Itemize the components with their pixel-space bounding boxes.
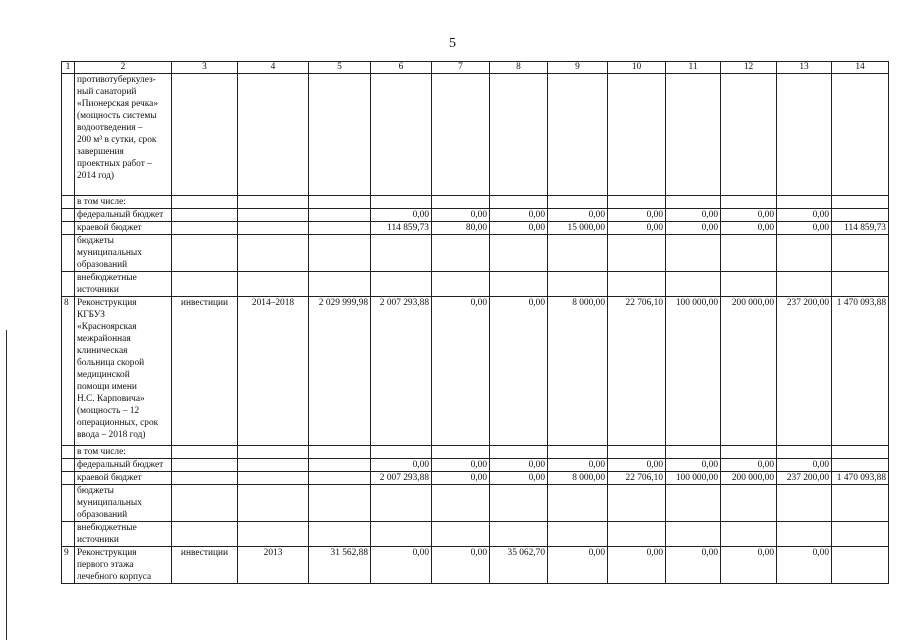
table-cell bbox=[608, 446, 666, 459]
table-cell bbox=[666, 272, 721, 297]
table-cell bbox=[548, 272, 608, 297]
table-cell bbox=[666, 446, 721, 459]
table-cell bbox=[832, 209, 889, 222]
table-cell bbox=[832, 446, 889, 459]
table-cell: 0,00 bbox=[721, 209, 777, 222]
table-cell bbox=[432, 485, 490, 522]
table-cell: 0,00 bbox=[432, 459, 490, 472]
table-cell bbox=[490, 272, 548, 297]
table-cell: 0,00 bbox=[432, 547, 490, 584]
table-cell bbox=[777, 74, 832, 196]
column-header: 2 bbox=[75, 62, 172, 74]
table-cell bbox=[309, 196, 371, 209]
table-cell: 0,00 bbox=[777, 459, 832, 472]
table-cell bbox=[777, 446, 832, 459]
table-cell: 0,00 bbox=[721, 222, 777, 235]
table-cell bbox=[608, 196, 666, 209]
table-cell bbox=[62, 209, 75, 222]
table-cell: 22 706,10 bbox=[608, 297, 666, 446]
table-cell: 1 470 093,88 bbox=[832, 472, 889, 485]
table-cell bbox=[432, 74, 490, 196]
table-cell bbox=[548, 485, 608, 522]
table-cell bbox=[62, 74, 75, 196]
table-cell bbox=[777, 272, 832, 297]
table-cell: 0,00 bbox=[548, 209, 608, 222]
table-cell bbox=[432, 272, 490, 297]
table-cell bbox=[371, 74, 432, 196]
table-cell bbox=[238, 196, 309, 209]
table-cell bbox=[238, 522, 309, 547]
table-cell: Реконструкция первого этажа лечебного корпуса bbox=[75, 547, 172, 584]
table-cell bbox=[309, 74, 371, 196]
margin-line bbox=[6, 330, 7, 640]
table-cell bbox=[238, 472, 309, 485]
table-cell bbox=[721, 272, 777, 297]
table-cell bbox=[608, 272, 666, 297]
table-cell bbox=[238, 209, 309, 222]
column-header: 10 bbox=[608, 62, 666, 74]
column-header: 5 bbox=[309, 62, 371, 74]
table-cell bbox=[777, 485, 832, 522]
table-cell bbox=[721, 446, 777, 459]
table-row bbox=[62, 297, 889, 446]
table-cell: 2 029 999,98 bbox=[309, 297, 371, 446]
table-cell: 0,00 bbox=[371, 209, 432, 222]
table-cell bbox=[309, 459, 371, 472]
table-cell: федеральный бюджет bbox=[75, 459, 172, 472]
table-cell bbox=[172, 522, 238, 547]
table-cell bbox=[62, 472, 75, 485]
table-cell: 100 000,00 bbox=[666, 297, 721, 446]
column-header: 6 bbox=[371, 62, 432, 74]
table-row bbox=[62, 222, 889, 235]
table-cell: 237 200,00 bbox=[777, 297, 832, 446]
table-cell bbox=[608, 235, 666, 272]
table-cell: 0,00 bbox=[608, 209, 666, 222]
table-cell bbox=[172, 196, 238, 209]
table-cell: бюджеты муниципальных образований bbox=[75, 485, 172, 522]
table-cell: бюджеты муниципальных образований bbox=[75, 235, 172, 272]
table-cell bbox=[238, 446, 309, 459]
table-cell bbox=[172, 74, 238, 196]
table-cell bbox=[172, 222, 238, 235]
table-cell bbox=[666, 522, 721, 547]
table-cell bbox=[666, 196, 721, 209]
table-cell: 0,00 bbox=[490, 459, 548, 472]
table-cell bbox=[666, 485, 721, 522]
table-cell bbox=[832, 235, 889, 272]
table-cell bbox=[832, 547, 889, 584]
table-cell: 0,00 bbox=[721, 459, 777, 472]
table-cell: 114 859,73 bbox=[832, 222, 889, 235]
table-cell bbox=[62, 459, 75, 472]
table-cell bbox=[832, 74, 889, 196]
table-cell: 8 000,00 bbox=[548, 297, 608, 446]
table-cell bbox=[238, 459, 309, 472]
table-cell: в том числе: bbox=[75, 196, 172, 209]
table-cell: 8 bbox=[62, 297, 75, 446]
table-cell: 31 562,88 bbox=[309, 547, 371, 584]
table-cell bbox=[309, 209, 371, 222]
table-cell: внебюджетные источники bbox=[75, 522, 172, 547]
table-cell: 0,00 bbox=[666, 459, 721, 472]
table-cell: 9 bbox=[62, 547, 75, 584]
table-cell bbox=[777, 522, 832, 547]
table-cell: 0,00 bbox=[721, 547, 777, 584]
table-row bbox=[62, 485, 889, 522]
table-cell bbox=[62, 272, 75, 297]
table-cell: 0,00 bbox=[490, 472, 548, 485]
table-cell: 0,00 bbox=[608, 547, 666, 584]
table-cell: внебюджетные источники bbox=[75, 272, 172, 297]
table-cell bbox=[721, 522, 777, 547]
table-cell bbox=[371, 446, 432, 459]
table-cell bbox=[608, 74, 666, 196]
table-cell: 15 000,00 bbox=[548, 222, 608, 235]
table-cell: 200 000,00 bbox=[721, 297, 777, 446]
column-header: 14 bbox=[832, 62, 889, 74]
table-cell: 100 000,00 bbox=[666, 472, 721, 485]
table-cell bbox=[371, 235, 432, 272]
table-cell: 0,00 bbox=[777, 209, 832, 222]
table-cell: 0,00 bbox=[432, 209, 490, 222]
table-row bbox=[62, 74, 889, 196]
table-row bbox=[62, 522, 889, 547]
table-cell: 0,00 bbox=[777, 222, 832, 235]
table-cell bbox=[832, 485, 889, 522]
table-cell bbox=[172, 446, 238, 459]
table-cell: инвестиции bbox=[172, 297, 238, 446]
table-cell: 114 859,73 bbox=[371, 222, 432, 235]
table-cell bbox=[548, 74, 608, 196]
table-cell: 2013 bbox=[238, 547, 309, 584]
table-cell: 0,00 bbox=[432, 297, 490, 446]
table-cell: 200 000,00 bbox=[721, 472, 777, 485]
table-cell bbox=[490, 485, 548, 522]
table-cell bbox=[721, 235, 777, 272]
table-cell: 0,00 bbox=[666, 209, 721, 222]
table-cell bbox=[832, 272, 889, 297]
table-cell bbox=[238, 272, 309, 297]
column-header: 1 bbox=[62, 62, 75, 74]
table-row bbox=[62, 196, 889, 209]
table-cell bbox=[62, 485, 75, 522]
table-cell bbox=[371, 196, 432, 209]
table-cell: 80,00 bbox=[432, 222, 490, 235]
table-cell: 8 000,00 bbox=[548, 472, 608, 485]
table-cell bbox=[371, 522, 432, 547]
table-cell bbox=[666, 235, 721, 272]
page-number: 5 bbox=[449, 36, 456, 51]
table-cell: противотуберкулез- ный санаторий «Пионерская речка» (мощность системы водоотведения – 200 м³ в сутки, срок завершения проектных работ – 2014 год) bbox=[75, 74, 172, 196]
table-cell bbox=[309, 522, 371, 547]
table-cell: 2014–2018 bbox=[238, 297, 309, 446]
table-cell: 0,00 bbox=[548, 459, 608, 472]
table-cell: 0,00 bbox=[371, 547, 432, 584]
table-cell bbox=[490, 522, 548, 547]
table-cell bbox=[309, 272, 371, 297]
table-cell bbox=[608, 522, 666, 547]
table-cell bbox=[490, 196, 548, 209]
table-cell bbox=[309, 472, 371, 485]
table-cell bbox=[490, 74, 548, 196]
table-cell bbox=[371, 485, 432, 522]
table-cell bbox=[548, 196, 608, 209]
table-cell: краевой бюджет bbox=[75, 472, 172, 485]
table-row bbox=[62, 472, 889, 485]
table-cell bbox=[172, 472, 238, 485]
table-cell bbox=[832, 196, 889, 209]
table-cell: 0,00 bbox=[371, 459, 432, 472]
table-cell bbox=[548, 446, 608, 459]
table-cell bbox=[832, 459, 889, 472]
table-cell: краевой бюджет bbox=[75, 222, 172, 235]
table-cell bbox=[62, 522, 75, 547]
table-cell bbox=[432, 522, 490, 547]
column-header: 7 bbox=[432, 62, 490, 74]
table-cell bbox=[309, 446, 371, 459]
table-cell bbox=[432, 196, 490, 209]
table-cell: 0,00 bbox=[490, 222, 548, 235]
table-cell: 35 062,70 bbox=[490, 547, 548, 584]
budget-table bbox=[61, 61, 889, 584]
column-header: 12 bbox=[721, 62, 777, 74]
table-cell bbox=[548, 235, 608, 272]
table-cell bbox=[309, 222, 371, 235]
table-cell: 1 470 093,88 bbox=[832, 297, 889, 446]
table-row bbox=[62, 235, 889, 272]
table-cell: 2 007 293,88 bbox=[371, 472, 432, 485]
column-header: 4 bbox=[238, 62, 309, 74]
table-cell: Реконструкция КГБУЗ «Красноярская межрайонная клиническая больница скорой медицинской помощи имени Н.С. Карповича» (мощность – 12 операционных, срок ввода – 2018 год) bbox=[75, 297, 172, 446]
table-cell: 0,00 bbox=[490, 297, 548, 446]
table-cell bbox=[608, 485, 666, 522]
table-cell bbox=[777, 235, 832, 272]
table-body bbox=[62, 74, 889, 584]
table-cell bbox=[721, 74, 777, 196]
table-row bbox=[62, 459, 889, 472]
table-cell bbox=[490, 446, 548, 459]
table-cell bbox=[172, 485, 238, 522]
table-cell: федеральный бюджет bbox=[75, 209, 172, 222]
table-cell bbox=[238, 485, 309, 522]
table-cell bbox=[62, 235, 75, 272]
table-cell bbox=[238, 222, 309, 235]
table-cell bbox=[548, 522, 608, 547]
table-cell bbox=[172, 235, 238, 272]
column-header: 3 bbox=[172, 62, 238, 74]
table-cell: 0,00 bbox=[608, 459, 666, 472]
table-cell bbox=[432, 235, 490, 272]
table-cell bbox=[371, 272, 432, 297]
table-cell bbox=[832, 522, 889, 547]
column-header: 11 bbox=[666, 62, 721, 74]
table-cell bbox=[777, 196, 832, 209]
table-cell bbox=[721, 196, 777, 209]
table-row bbox=[62, 209, 889, 222]
table-cell bbox=[238, 74, 309, 196]
column-header: 8 bbox=[490, 62, 548, 74]
table-cell: 0,00 bbox=[548, 547, 608, 584]
column-header: 13 bbox=[777, 62, 832, 74]
table-cell bbox=[309, 235, 371, 272]
table-cell: 237 200,00 bbox=[777, 472, 832, 485]
table-cell: 0,00 bbox=[432, 472, 490, 485]
table-cell: 0,00 bbox=[777, 547, 832, 584]
table-cell: 2 007 293,88 bbox=[371, 297, 432, 446]
header-row bbox=[62, 62, 889, 74]
table-cell bbox=[62, 446, 75, 459]
table-cell bbox=[172, 459, 238, 472]
table-cell bbox=[309, 485, 371, 522]
table-cell: в том числе: bbox=[75, 446, 172, 459]
table-cell bbox=[172, 209, 238, 222]
table-cell bbox=[721, 485, 777, 522]
table-cell bbox=[62, 222, 75, 235]
table-cell bbox=[666, 74, 721, 196]
table-cell: инвестиции bbox=[172, 547, 238, 584]
table-cell: 0,00 bbox=[666, 222, 721, 235]
table-row bbox=[62, 446, 889, 459]
table-cell: 0,00 bbox=[666, 547, 721, 584]
table-cell: 0,00 bbox=[490, 209, 548, 222]
table-cell: 22 706,10 bbox=[608, 472, 666, 485]
table-cell bbox=[238, 235, 309, 272]
table-row bbox=[62, 547, 889, 584]
table-cell bbox=[490, 235, 548, 272]
column-header: 9 bbox=[548, 62, 608, 74]
table-cell bbox=[432, 446, 490, 459]
table-cell: 0,00 bbox=[608, 222, 666, 235]
table-cell bbox=[172, 272, 238, 297]
table-row bbox=[62, 272, 889, 297]
table-cell bbox=[62, 196, 75, 209]
